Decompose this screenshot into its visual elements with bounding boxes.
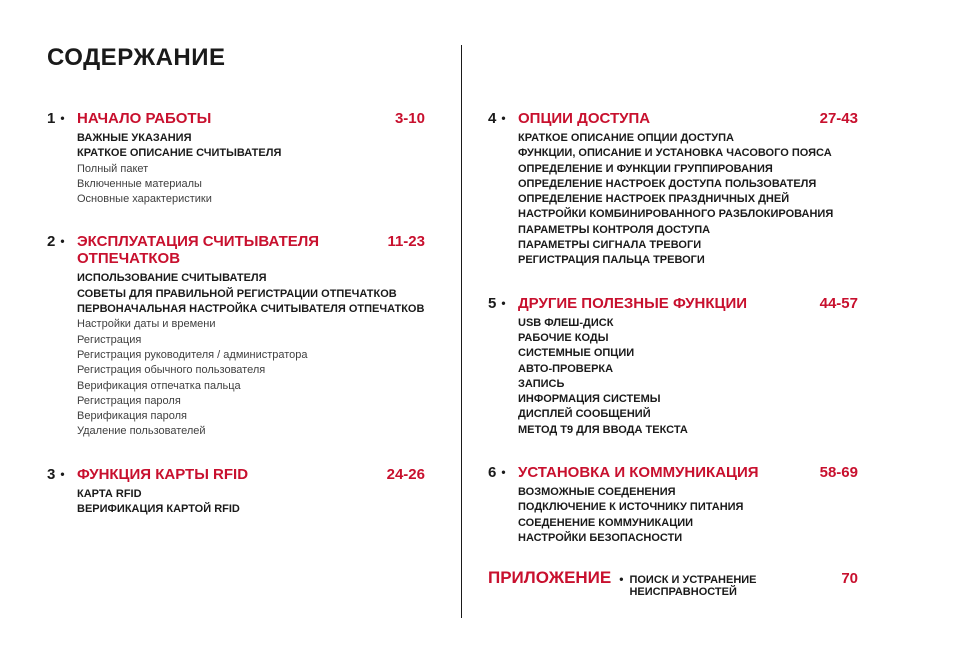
- section-title: УСТАНОВКА И КОММУНИКАЦИЯ: [518, 464, 759, 482]
- bullet-icon: •: [60, 234, 65, 249]
- toc-entry: USB ФЛЕШ-ДИСК: [518, 316, 614, 329]
- section-title: ЭКСПЛУАТАЦИЯ СЧИТЫВАТЕЛЯ ОТПЕЧАТКОВ: [77, 233, 320, 268]
- toc-entry: ОПРЕДЕЛЕНИЕ НАСТРОЕК ДОСТУПА ПОЛЬЗОВАТЕЛЯ: [518, 177, 817, 190]
- toc-section: [47, 233, 425, 439]
- toc-entry: СОЕДЕНЕНИЕ КОММУНИКАЦИИ: [518, 516, 694, 529]
- section-title: НАЧАЛО РАБОТЫ: [77, 110, 212, 127]
- toc-entry: ПОДКЛЮЧЕНИЕ К ИСТОЧНИКУ ПИТАНИЯ: [518, 501, 744, 514]
- toc-entry: НАСТРОЙКИ КОМБИНИРОВАННОГО РАЗБЛОКИРОВАНИЯ: [518, 208, 834, 221]
- page-title: СОДЕРЖАНИЕ: [47, 44, 226, 71]
- toc-subentry: Включенные материалы: [77, 177, 202, 190]
- toc-entry: ЗАПИСЬ: [518, 377, 565, 390]
- toc-left-column: [47, 110, 425, 543]
- toc-subentry: Регистрация обычного пользователя: [77, 364, 266, 377]
- appendix-page-number: 70: [841, 570, 858, 587]
- toc-entry: ВАЖНЫЕ УКАЗАНИЯ: [77, 132, 192, 144]
- toc-subentry: Регистрация руководителя / администратора: [77, 348, 308, 361]
- toc-section: [488, 110, 858, 269]
- appendix-row: [488, 568, 858, 598]
- toc-subentry: Основные характеристики: [77, 193, 212, 206]
- toc-entry: ИСПОЛЬЗОВАНИЕ СЧИТЫВАТЕЛЯ: [77, 272, 267, 285]
- bullet-icon: •: [501, 295, 506, 310]
- section-number: 2: [47, 233, 56, 251]
- toc-entry: ВЕРИФИКАЦИЯ КАРТОЙ RFID: [77, 503, 240, 516]
- toc-subentry: Верификация отпечатка пальца: [77, 379, 241, 392]
- bullet-icon: •: [501, 465, 506, 480]
- section-number-cell: [488, 110, 518, 127]
- toc-subentry: Регистрация пароля: [77, 394, 181, 407]
- section-number: 6: [488, 464, 497, 482]
- section-title: ОПЦИИ ДОСТУПА: [518, 110, 651, 127]
- toc-entry: ПАРАМЕТРЫ СИГНАЛА ТРЕВОГИ: [518, 239, 702, 252]
- bullet-icon: •: [619, 572, 624, 586]
- bullet-icon: •: [60, 466, 65, 481]
- appendix-item-label: ПОИСК И УСТРАНЕНИЕ НЕИСПРАВНОСТЕЙ: [629, 574, 757, 598]
- toc-subentry: Регистрация: [77, 333, 142, 346]
- toc-entry: ДИСПЛЕЙ СООБЩЕНИЙ: [518, 408, 651, 421]
- toc-entry: ПАРАМЕТРЫ КОНТРОЛЯ ДОСТУПА: [518, 223, 711, 236]
- section-heading-row: [488, 295, 858, 312]
- section-page-range: 44-57: [819, 294, 858, 312]
- toc-entry: СИСТЕМНЫЕ ОПЦИИ: [518, 347, 635, 360]
- section-page-range: 24-26: [386, 465, 425, 483]
- toc-right-column: [488, 110, 858, 572]
- section-title: ДРУГИЕ ПОЛЕЗНЫЕ ФУНКЦИИ: [518, 294, 748, 312]
- section-number-cell: [488, 295, 518, 312]
- section-heading-row: [47, 466, 425, 483]
- toc-entry: КРАТКОЕ ОПИСАНИЕ ОПЦИИ ДОСТУПА: [518, 132, 734, 144]
- section-heading-row: [488, 110, 858, 127]
- toc-subentry: Полный пакет: [77, 162, 149, 175]
- toc-entry: КАРТА RFID: [77, 487, 142, 500]
- toc-entry: АВТО-ПРОВЕРКА: [518, 362, 614, 375]
- section-items: [77, 131, 425, 207]
- section-page-range: 3-10: [394, 110, 425, 127]
- toc-entry: МЕТОД T9 ДЛЯ ВВОДА ТЕКСТА: [518, 423, 688, 436]
- section-number: 5: [488, 294, 497, 312]
- section-number-cell: [488, 464, 518, 481]
- toc-entry: СОВЕТЫ ДЛЯ ПРАВИЛЬНОЙ РЕГИСТРАЦИИ ОТПЕЧАТКОВ: [77, 287, 397, 300]
- section-number-cell: [47, 466, 77, 483]
- section-heading-row: [47, 233, 425, 267]
- toc-entry: ВОЗМОЖНЫЕ СОЕДЕНЕНИЯ: [518, 486, 676, 499]
- section-page-range: 27-43: [819, 110, 858, 127]
- section-number-cell: [47, 110, 77, 127]
- toc-section: [488, 295, 858, 438]
- section-number-cell: [47, 233, 77, 250]
- section-page-range: 58-69: [819, 464, 858, 482]
- toc-section: [488, 464, 858, 546]
- toc-section: [47, 110, 425, 207]
- toc-entry: ФУНКЦИИ, ОПИСАНИЕ И УСТАНОВКА ЧАСОВОГО ПОЯСА: [518, 147, 832, 160]
- section-heading-row: [47, 110, 425, 127]
- bullet-icon: •: [501, 111, 506, 125]
- toc-subentry: Удаление пользователей: [77, 425, 206, 438]
- toc-entry: ОПРЕДЕЛЕНИЕ НАСТРОЕК ПРАЗДНИЧНЫХ ДНЕЙ: [518, 193, 790, 206]
- section-heading-row: [488, 464, 858, 481]
- section-number: 1: [47, 110, 56, 127]
- section-items: [77, 271, 425, 439]
- toc-entry: РЕГИСТРАЦИЯ ПАЛЬЦА ТРЕВОГИ: [518, 254, 705, 267]
- toc-entry: РАБОЧИЕ КОДЫ: [518, 331, 609, 344]
- section-items: [518, 316, 858, 438]
- toc-entry: ИНФОРМАЦИЯ СИСТЕМЫ: [518, 393, 661, 406]
- toc-entry: ПЕРВОНАЧАЛЬНАЯ НАСТРОЙКА СЧИТЫВАТЕЛЯ ОТПЕЧАТКОВ: [77, 303, 425, 316]
- toc-entry: ОПРЕДЕЛЕНИЕ И ФУНКЦИИ ГРУППИРОВАНИЯ: [518, 162, 773, 175]
- section-number: 3: [47, 465, 56, 483]
- section-items: [518, 485, 858, 546]
- appendix-label: ПРИЛОЖЕНИЕ: [488, 568, 612, 587]
- toc-section: [47, 466, 425, 518]
- toc-entry: КРАТКОЕ ОПИСАНИЕ СЧИТЫВАТЕЛЯ: [77, 147, 282, 160]
- section-items: [77, 487, 425, 518]
- toc-subentry: Верификация пароля: [77, 410, 187, 423]
- section-items: [518, 131, 858, 269]
- toc-entry: НАСТРОЙКИ БЕЗОПАСНОСТИ: [518, 531, 683, 544]
- toc-subentry: Настройки даты и времени: [77, 318, 216, 331]
- bullet-icon: •: [60, 111, 65, 125]
- column-divider: [461, 45, 462, 618]
- section-number: 4: [488, 110, 497, 127]
- section-page-range: 11-23: [387, 233, 425, 251]
- section-title: ФУНКЦИЯ КАРТЫ RFID: [77, 465, 249, 483]
